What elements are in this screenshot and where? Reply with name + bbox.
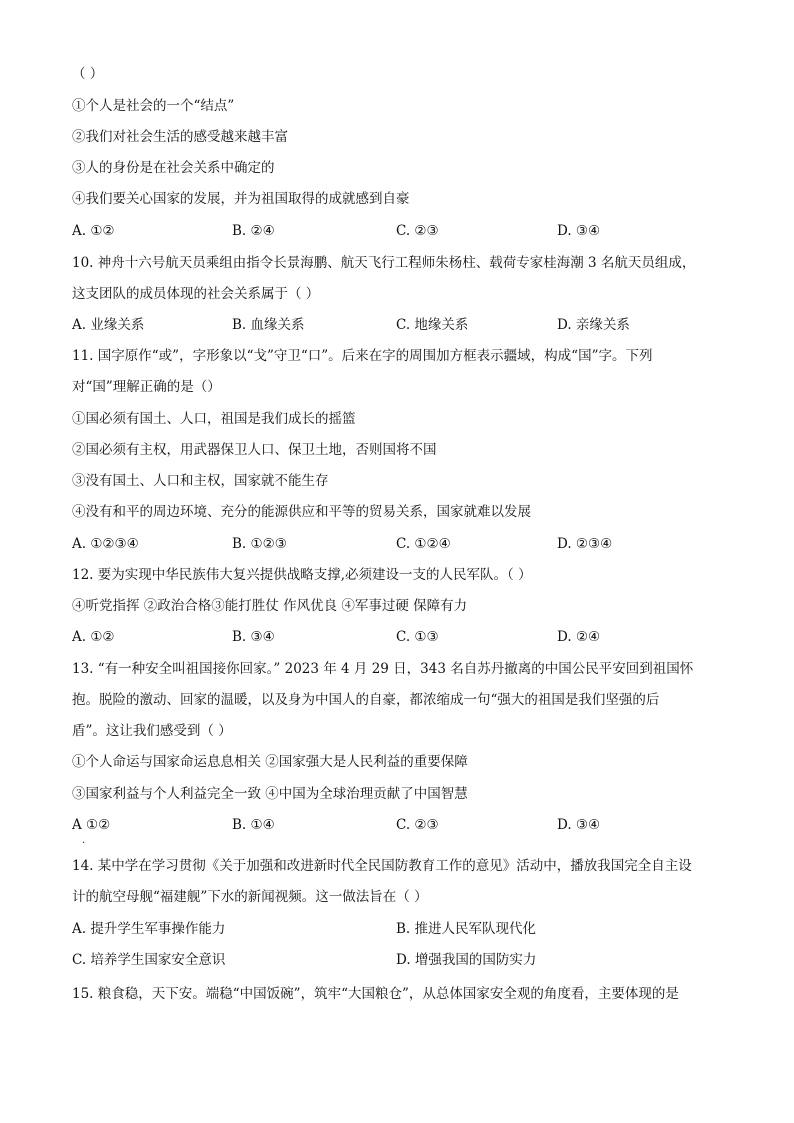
statement: ②国必须有主权，用武器保卫人口、保卫土地，否则国将不国: [72, 442, 437, 458]
option-a: A. 提升学生军事操作能力: [72, 921, 226, 937]
option-c: C. ①③: [396, 629, 439, 645]
option-a: A. ①②③④: [72, 536, 139, 552]
option-b: B. ③④: [232, 629, 275, 645]
question-13-stem: 盾”。这让我们感受到（ ）: [72, 723, 232, 739]
question-13-stem: 13. “有一种安全叫祖国接你回家。” 2023 年 4 月 29 日，343 名自苏丹撤离的中国公民平安回到祖国怀: [72, 661, 694, 677]
statement: ①个人是社会的一个“结点”: [72, 98, 235, 114]
question-14-stem: 14. 某中学在学习贯彻《关于加强和改进新时代全民国防教育工作的意见》活动中，播放我国完全自主设: [72, 858, 692, 874]
option-d: D. 亲缘关系: [557, 317, 630, 333]
option-d: D. ②③④: [557, 536, 613, 552]
option-b: B. 血缘关系: [232, 317, 305, 333]
option-a: A. 业缘关系: [72, 317, 145, 333]
question-13-stem: 抱。脱险的激动、回家的温暖，以及身为中国人的自豪，都浓缩成一句“强大的祖国是我们坚强的后: [72, 692, 660, 708]
question-11-stem: 11. 国字原作“或”，字形象以“戈”守卫“口”。后来在字的周围加方框表示疆域，构成“国”字。下列: [72, 348, 653, 364]
option-a: A ①②: [72, 817, 111, 833]
answer-bracket: （ ）: [72, 66, 104, 82]
option-c: C. 地缘关系: [396, 317, 469, 333]
option-d: D. ③④: [557, 223, 601, 239]
option-b: B. ①②③: [232, 536, 287, 552]
statement: ③人的身份是在社会关系中确定的: [72, 160, 275, 176]
question-12-stem: 12. 要为实现中华民族伟大复兴提供战略支撑,必须建设一支的人民军队。（ ）: [72, 567, 532, 583]
option-c: C. ②③: [396, 817, 439, 833]
statement: ④没有和平的周边环境、充分的能源供应和平等的贸易关系，国家就难以发展: [72, 504, 531, 520]
option-a: A. ①②: [72, 629, 115, 645]
option-d: D. 增强我国的国防实力: [396, 952, 537, 968]
option-b: B. 推进人民军队现代化: [396, 921, 537, 937]
statement: ①国必须有国土、人口，祖国是我们成长的摇篮: [72, 411, 356, 427]
statement: ②我们对社会生活的感受越来越丰富: [72, 129, 288, 145]
statement: ④我们要关心国家的发展，并为祖国取得的成就感到自豪: [72, 191, 410, 207]
stray-mark: .: [82, 835, 86, 846]
question-10-stem: 这支团队的成员体现的社会关系属于（ ）: [72, 286, 320, 302]
question-11-stem: 对“国”理解正确的是（）: [72, 379, 221, 395]
option-c: C. 培养学生国家安全意识: [72, 952, 226, 968]
statement: ①个人命运与国家命运息息相关 ②国家强大是人民利益的重要保障: [72, 754, 468, 770]
option-c: C. ②③: [396, 223, 439, 239]
option-b: B. ①④: [232, 817, 275, 833]
question-12-items: ④听党指挥 ②政治合格③能打胜仗 作风优良 ④军事过硬 保障有力: [72, 598, 468, 614]
option-d: D. ③④: [557, 817, 601, 833]
question-15-stem: 15. 粮食稳，天下安。端稳“中国饭碗”，筑牢“大国粮仓”，从总体国家安全观的角度看，主要体现的是: [72, 986, 679, 1002]
statement: ③国家利益与个人利益完全一致 ④中国为全球治理贡献了中国智慧: [72, 786, 468, 802]
statement: ③没有国土、人口和主权，国家就不能生存: [72, 473, 329, 489]
option-d: D. ②④: [557, 629, 601, 645]
question-10-stem: 10. 神舟十六号航天员乘组由指令长景海鹏、航天飞行工程师朱杨柱、载荷专家桂海潮 3 名航天员组成，: [72, 255, 696, 271]
option-a: A. ①②: [72, 223, 115, 239]
question-14-stem: 计的航空母舰“福建舰”下水的新闻视频。这一做法旨在（ ）: [72, 889, 428, 905]
option-c: C. ①②④: [396, 536, 451, 552]
option-b: B. ②④: [232, 223, 275, 239]
